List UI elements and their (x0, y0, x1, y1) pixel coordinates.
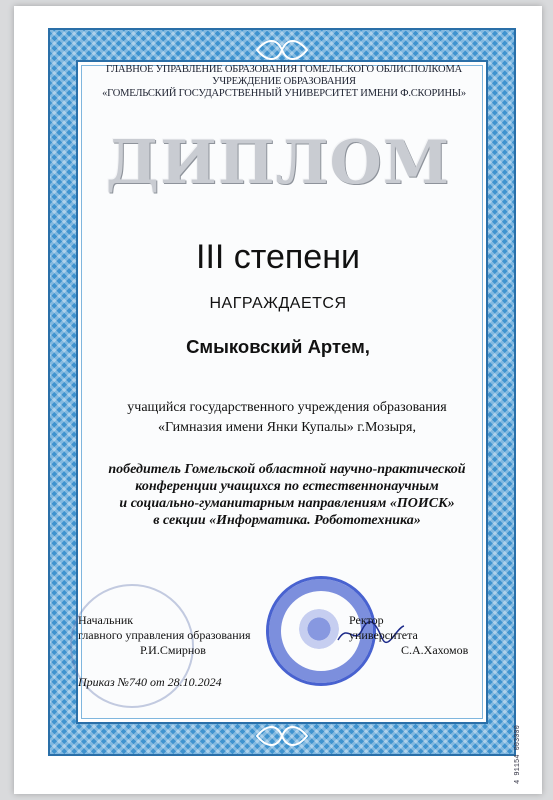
left-signature-block (78, 613, 251, 657)
issuer-header (78, 64, 490, 100)
coat-of-arms-icon (299, 609, 339, 649)
status-line-1: учащийся государственного учреждения образования (127, 400, 447, 415)
left-signatory-title-1: Начальник (78, 613, 134, 627)
award-description (54, 461, 520, 529)
recipient-status (54, 398, 520, 438)
winner-line-3: и социально-гуманитарным направлениям «ПОИСК» (119, 496, 455, 511)
document-title: ДИПЛОМ (105, 128, 451, 198)
status-line-2: «Гимназия имени Янки Купалы» г.Мозыря, (158, 420, 416, 435)
left-signatory-name: Р.И.Смирнов (140, 643, 206, 657)
right-signatory-title-1: Ректор (349, 613, 384, 627)
right-signatory-title-2: университета (349, 628, 418, 642)
awarded-label: НАГРАЖДАЕТСЯ (209, 295, 347, 312)
header-line-2: УЧРЕЖДЕНИЕ ОБРАЗОВАНИЯ (212, 76, 356, 87)
winner-line-4: в секции «Информатика. Робототехника» (153, 513, 421, 528)
order-reference: Приказ №740 от 28.10.2024 (78, 675, 222, 689)
header-line-3: «ГОМЕЛЬСКИЙ ГОСУДАРСТВЕННЫЙ УНИВЕРСИТЕТ ИМЕНИ Ф.СКОРИНЫ» (102, 88, 466, 99)
top-ornament-icon (252, 38, 312, 62)
header-line-1: ГЛАВНОЕ УПРАВЛЕНИЕ ОБРАЗОВАНИЯ ГОМЕЛЬСКОГО ОБЛИСПОЛКОМА (106, 64, 462, 75)
right-signature-block (349, 613, 469, 657)
left-signatory-title-2: главного управления образования (78, 628, 251, 642)
winner-line-1: победитель Гомельской областной научно-практической (108, 462, 466, 477)
recipient-name: Смыковский Артем, (186, 336, 370, 357)
degree-label: III степени (196, 238, 360, 276)
bottom-ornament-icon (252, 724, 312, 748)
serial-number: 4 91154 003000 (514, 725, 522, 784)
diploma-sheet (14, 6, 542, 794)
right-signatory-name: С.А.Хахомов (401, 643, 469, 657)
winner-line-2: конференции учащихся по естественнонаучным (135, 479, 439, 494)
